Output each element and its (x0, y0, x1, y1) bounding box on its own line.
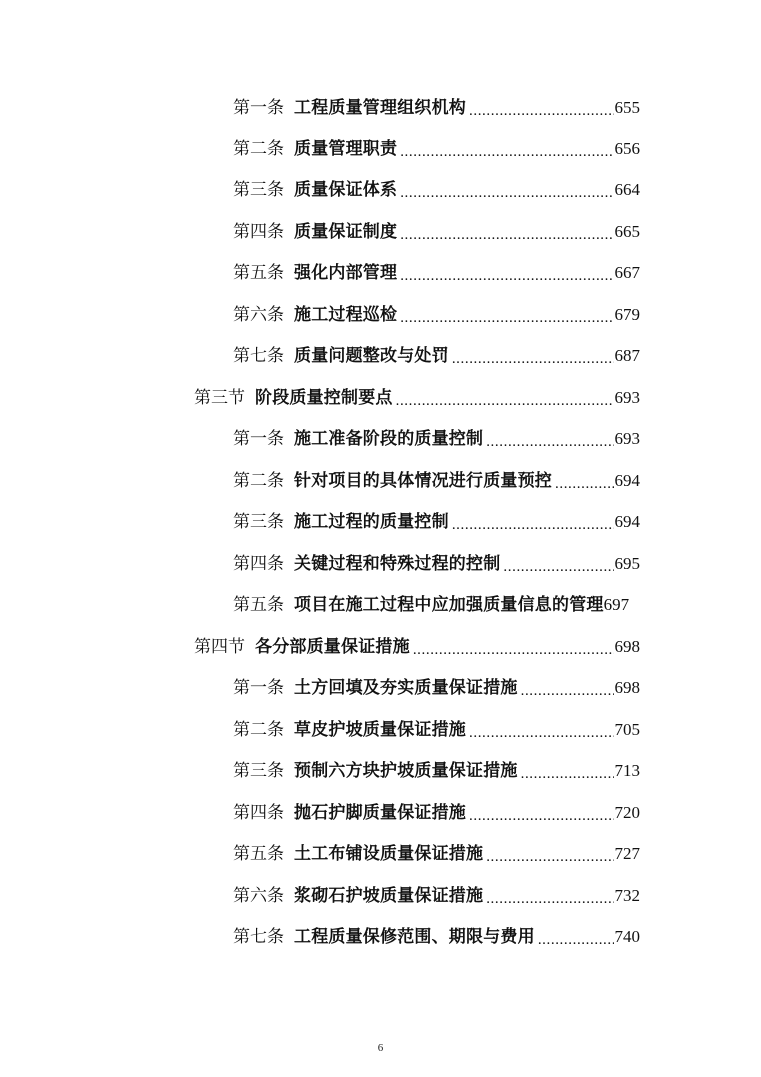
toc-entry-title: 工程质量保修范围、期限与费用 (294, 927, 535, 947)
toc-entry-title: 关键过程和特殊过程的控制 (294, 554, 501, 574)
toc-entry-number: 第五条 (233, 844, 284, 864)
toc-leader-dots (400, 213, 613, 251)
toc-entry-title: 强化内部管理 (294, 263, 398, 283)
toc-entry-title: 草皮护坡质量保证措施 (294, 720, 466, 740)
toc-leader-dots (400, 171, 613, 209)
toc-entry-number: 第五条 (233, 595, 284, 615)
toc-entry-number: 第三条 (233, 761, 284, 781)
toc-entry-number: 第三条 (233, 512, 284, 532)
toc-entry-page: 713 (614, 761, 640, 780)
toc-entry-title: 施工准备阶段的质量控制 (294, 429, 484, 449)
toc-leader-dots (400, 130, 613, 168)
toc-leader-dots (521, 752, 614, 790)
toc-entry[interactable] (233, 918, 640, 956)
toc-entry-number: 第一条 (233, 678, 284, 698)
toc-leader-dots (469, 711, 614, 749)
toc-leader-dots (400, 254, 613, 292)
toc-leader-dots (555, 462, 614, 500)
toc-entry-number: 第六条 (233, 305, 284, 325)
toc-entry-page: 740 (614, 927, 640, 946)
toc-entry-number: 第四条 (233, 554, 284, 574)
toc-entry-title: 土方回填及夯实质量保证措施 (294, 678, 518, 698)
toc-entry-title: 工程质量管理组织机构 (294, 98, 466, 118)
toc-entry-title: 各分部质量保证措施 (255, 637, 410, 657)
toc-entry[interactable] (233, 337, 640, 375)
toc-entry-title: 项目在施工过程中应加强质量信息的管理 (294, 595, 604, 615)
toc-leader-dots (452, 503, 614, 541)
toc-entry-number: 第二条 (233, 471, 284, 491)
toc-entry[interactable] (233, 296, 640, 334)
toc-entry-page: 720 (614, 803, 640, 822)
toc-entry-number: 第三节 (194, 388, 245, 408)
toc-entry-title: 质量问题整改与处罚 (294, 346, 449, 366)
toc-leader-dots (452, 337, 614, 375)
toc-entry-number: 第二条 (233, 720, 284, 740)
toc-entry-page: 698 (614, 637, 640, 656)
toc-entry-page: 694 (614, 471, 640, 490)
toc-leader-dots (486, 835, 613, 873)
toc-entry-page: 732 (614, 886, 640, 905)
toc-entry-number: 第三条 (233, 180, 284, 200)
toc-entry-title: 质量保证体系 (294, 180, 398, 200)
toc-entry[interactable] (233, 503, 640, 541)
toc-entry-number: 第四条 (233, 222, 284, 242)
toc-entry[interactable] (233, 711, 640, 749)
toc-entry-page: 656 (614, 139, 640, 158)
toc-entry-title: 针对项目的具体情况进行质量预控 (294, 471, 552, 491)
toc-entry-page: 705 (614, 720, 640, 739)
toc-entry-page: 679 (614, 305, 640, 324)
toc-entry[interactable] (233, 669, 640, 707)
toc-entry-number: 第一条 (233, 429, 284, 449)
toc-entry-page: 655 (614, 98, 640, 117)
toc-entry[interactable] (233, 877, 640, 915)
toc-entry-page: 687 (614, 346, 640, 365)
toc-section-entry[interactable] (194, 379, 640, 417)
toc-entry-page: 693 (614, 388, 640, 407)
toc-entry-number: 第六条 (233, 886, 284, 906)
toc-entry-number: 第一条 (233, 98, 284, 118)
toc-entry-page: 667 (614, 263, 640, 282)
toc-entry[interactable] (233, 835, 640, 873)
toc-leader-dots (486, 877, 613, 915)
page-number: 6 (377, 1042, 384, 1054)
toc-entry-number: 第七条 (233, 346, 284, 366)
toc-leader-dots (469, 89, 614, 127)
toc-leader-dots (521, 669, 614, 707)
toc-leader-dots (486, 420, 613, 458)
toc-entry-number: 第四节 (194, 637, 245, 657)
toc-entry[interactable] (233, 171, 640, 209)
toc-entry-number: 第二条 (233, 139, 284, 159)
toc-entry[interactable] (233, 752, 640, 790)
toc-entry-page: 698 (614, 678, 640, 697)
toc-entry-page: 727 (614, 844, 640, 863)
toc-entry-title: 浆砌石护坡质量保证措施 (294, 886, 484, 906)
toc-leader-dots (396, 379, 614, 417)
toc-entry[interactable] (233, 254, 640, 292)
toc-leader-dots (469, 794, 614, 832)
toc-entry-title: 质量管理职责 (294, 139, 398, 159)
toc-entry-page: 693 (614, 429, 640, 448)
toc-entry[interactable] (233, 130, 640, 168)
toc-leader-dots (538, 918, 614, 956)
toc-entry-page: 664 (614, 180, 640, 199)
toc-entry-number: 第七条 (233, 927, 284, 947)
toc-entry-page: 697 (603, 595, 630, 614)
toc-entry[interactable] (233, 545, 640, 583)
toc-entry-page: 695 (614, 554, 640, 573)
toc-entry-title: 施工过程巡检 (294, 305, 398, 325)
toc-entry-title: 阶段质量控制要点 (255, 388, 393, 408)
toc-leader-dots (400, 296, 613, 334)
toc-entry-page: 665 (614, 222, 640, 241)
toc-entry[interactable] (233, 420, 640, 458)
toc-entry[interactable] (233, 794, 640, 832)
toc-entry-number: 第五条 (233, 263, 284, 283)
toc-entry-title: 质量保证制度 (294, 222, 398, 242)
toc-entry-title: 土工布铺设质量保证措施 (294, 844, 484, 864)
toc-entry-title: 施工过程的质量控制 (294, 512, 449, 532)
toc-entry[interactable] (233, 462, 640, 500)
toc-entry-title: 预制六方块护坡质量保证措施 (294, 761, 518, 781)
toc-entry-title: 抛石护脚质量保证措施 (294, 803, 466, 823)
toc-entry-number: 第四条 (233, 803, 284, 823)
toc-section-entry[interactable] (194, 628, 640, 666)
toc-entry[interactable] (233, 89, 640, 127)
toc-leader-dots (413, 628, 614, 666)
toc-leader-dots (503, 545, 613, 583)
toc-entry[interactable] (233, 213, 640, 251)
toc-entry-page: 694 (614, 512, 640, 531)
toc-entry[interactable] (233, 586, 640, 624)
